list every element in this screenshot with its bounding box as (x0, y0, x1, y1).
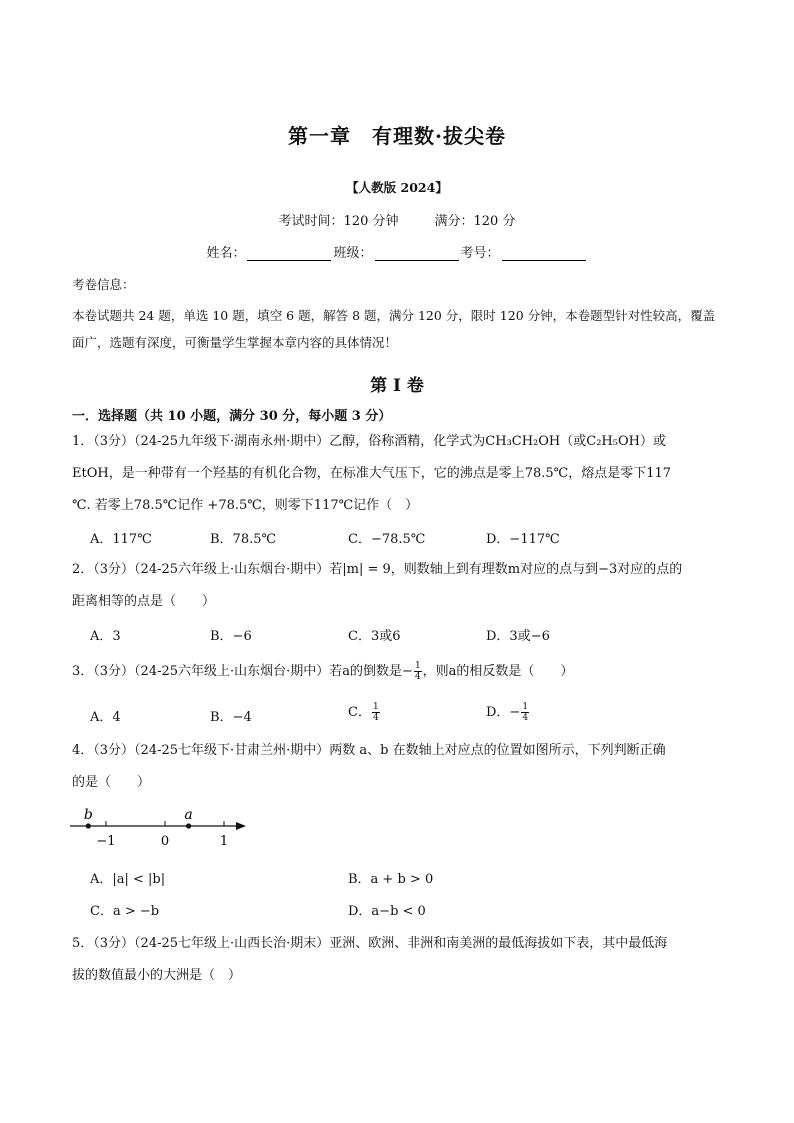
question-5-line-1: 5．（3分）（24-25七年级上·山西长治·期末）亚洲、欧洲、非洲和南美洲的最低海拔如下表，其中最低海 (72, 936, 668, 951)
q1-option-b[interactable]: B．78.5℃ (210, 532, 277, 547)
number-line-arrow-icon (236, 822, 246, 830)
question-3-fraction: $\frac{1}{4}$ (414, 661, 421, 682)
question-2-line-1: 2．（3分）（24-25六年级上·山东烟台·期中）若|m| = 9，则数轴上到有理数m对应的点与到−3对应的点的 (72, 562, 683, 577)
name-field[interactable] (247, 246, 331, 261)
question-3 (72, 656, 724, 688)
id-field[interactable] (502, 246, 586, 261)
question-4 (72, 735, 724, 799)
question-1-line-1: 1．（3分）（24-25九年级下·湖南永州·期中）乙醇，俗称酒精，化学式为CH₃CH₂OH（或C₂H₅OH）或 (72, 434, 666, 449)
q4-option-d[interactable]: D．a−b < 0 (348, 904, 426, 919)
student-info-row (0, 242, 794, 261)
number-line-figure (70, 800, 260, 852)
q2-option-c[interactable]: C．3或6 (348, 629, 401, 644)
q4-option-c[interactable]: C．a > −b (90, 904, 160, 919)
class-label: 班级： (333, 246, 373, 261)
q4-option-b[interactable]: B．a + b > 0 (348, 872, 434, 887)
q4-option-a[interactable]: A．|a| < |b| (90, 872, 166, 887)
tick-label: 1 (219, 834, 229, 849)
question-3-text-b: ，则a的相反数是（ ） (422, 664, 574, 679)
point-b-label: b (83, 807, 93, 823)
question-5 (72, 928, 724, 992)
q2-option-b[interactable]: B．−6 (210, 629, 252, 644)
question-1-line-3: ℃. 若零上78.5℃记作 +78.5℃，则零下117℃记作（ ） (72, 498, 419, 513)
q3-option-c-fraction: $\frac{1}{4}$ (372, 702, 379, 723)
info-text: 本卷试题共 24 题，单选 10 题，填空 6 题，解答 8 题，满分 120 分，限时 120 分钟，本卷题型针对性较高，覆盖面广，选题有深度，可衡量学生掌握本章内容的具体情况！ (72, 308, 716, 350)
question-4-line-1: 4．（3分）（24-25七年级下·甘肃兰州·期中）两数 a、b 在数轴上对应点的位置如图所示，下列判断正确 (72, 743, 666, 758)
volume-heading: 第 I 卷 (370, 376, 424, 396)
question-5-line-2: 拔的数值最小的大洲是（ ） (72, 968, 242, 983)
question-4-line-2: 的是（ ） (72, 775, 151, 790)
q3-option-d-fraction: $\frac{1}{4}$ (522, 702, 529, 723)
edition-label: 【人教版 2024】 (346, 180, 448, 195)
section-heading: 一．选择题（共 10 小题，满分 30 分，每小题 3 分） (72, 409, 392, 424)
question-1 (72, 426, 724, 522)
exam-time: 考试时间：120 分钟 (278, 214, 399, 229)
q3-option-d[interactable]: D．− $\frac{1}{4}$ (486, 702, 529, 723)
q3-option-a[interactable]: A．4 (90, 710, 121, 725)
name-label: 姓名： (206, 246, 246, 261)
question-3-text-a: 3．（3分）（24-25六年级上·山东烟台·期中）若a的倒数是− (72, 664, 413, 679)
point-a-label: a (184, 807, 193, 823)
point-b (86, 823, 91, 828)
q1-option-d[interactable]: D．−117℃ (486, 532, 560, 547)
question-1-line-2: EtOH，是一种带有一个羟基的有机化合物，在标准大气压下，它的沸点是零上78.5℃，熔点是零下117 (72, 466, 672, 481)
tick-label: −1 (96, 834, 116, 849)
question-2 (72, 554, 724, 618)
q1-option-a[interactable]: A．117℃ (90, 532, 152, 547)
question-2-line-2: 距离相等的点是（ ） (72, 594, 216, 609)
q3-option-b[interactable]: B．−4 (210, 710, 252, 725)
q3-option-c[interactable]: C． $\frac{1}{4}$ (348, 702, 379, 723)
class-field[interactable] (375, 246, 459, 261)
id-label: 考号： (460, 246, 500, 261)
exam-info (0, 210, 794, 229)
q2-option-a[interactable]: A．3 (90, 629, 121, 644)
point-a (186, 823, 191, 828)
q1-option-c[interactable]: C．−78.5℃ (348, 532, 426, 547)
q2-option-d[interactable]: D．3或−6 (486, 629, 550, 644)
info-heading: 考卷信息： (72, 277, 135, 292)
page-title: 第一章 有理数·拔尖卷 (288, 124, 506, 148)
exam-score: 满分：120 分 (434, 214, 516, 229)
tick-label: 0 (160, 834, 170, 849)
